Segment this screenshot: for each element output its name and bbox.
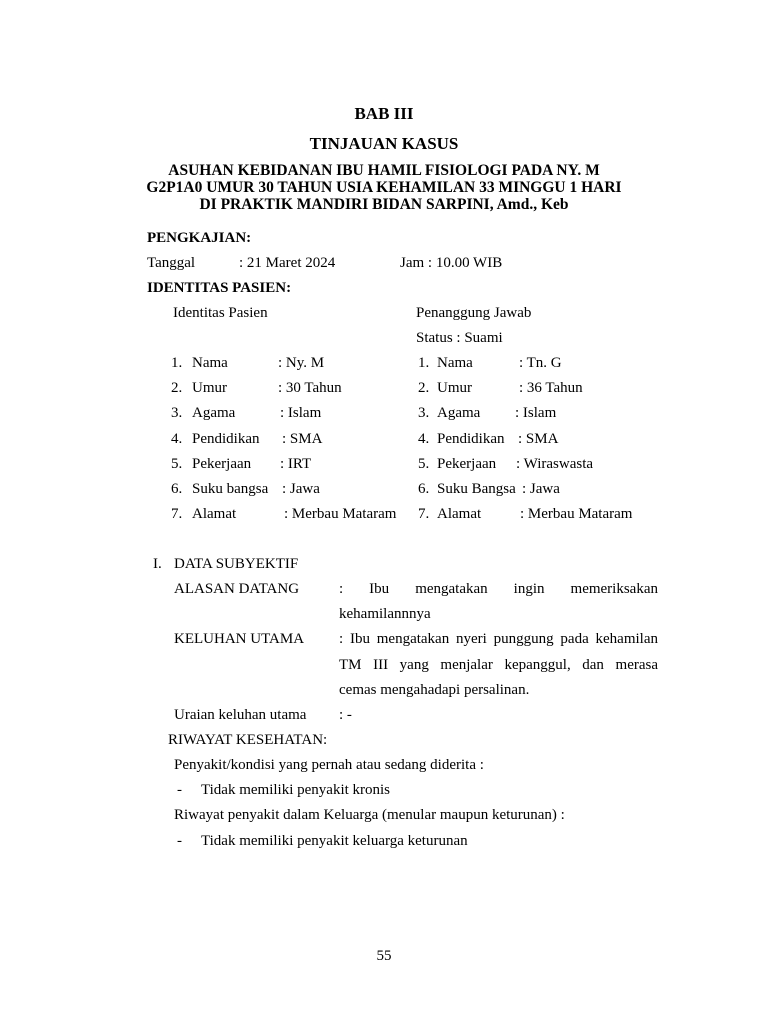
- field-value: : IRT: [280, 456, 312, 472]
- keluhan-utama-label: KELUHAN UTAMA: [174, 631, 305, 647]
- list-number: 5.: [171, 456, 183, 472]
- field-label: Suku bangsa: [192, 481, 269, 497]
- list-number: 3.: [171, 405, 183, 421]
- keluhan-utama-value-cont: cemas mengahadapi persalinan.: [339, 682, 530, 698]
- penanggung-status: Status : Suami: [416, 330, 503, 346]
- list-number: 5.: [418, 456, 430, 472]
- field-label: Nama: [437, 355, 473, 371]
- tanggal-label: Tanggal: [147, 255, 196, 271]
- field-label: Alamat: [192, 506, 237, 522]
- alasan-datang-value: : Ibu mengatakan ingin memeriksakan: [339, 581, 658, 597]
- riwayat-keluarga-label: Riwayat penyakit dalam Keluarga (menular maupun keturunan) :: [174, 807, 565, 823]
- subtitle-line: G2P1A0 UMUR 30 TAHUN USIA KEHAMILAN 33 MINGGU 1 HARI: [146, 179, 622, 196]
- penyakit-label: Penyakit/kondisi yang pernah atau sedang diderita :: [174, 757, 484, 773]
- field-value: : 30 Tahun: [278, 380, 342, 396]
- list-number: 6.: [171, 481, 183, 497]
- list-number: 2.: [418, 380, 430, 396]
- document-title: TINJAUAN KASUS: [309, 134, 459, 153]
- penanggung-jawab-header: Penanggung Jawab: [416, 305, 532, 321]
- field-value: : Islam: [515, 405, 557, 421]
- bullet-dash: -: [177, 833, 182, 849]
- list-number: 1.: [171, 355, 183, 371]
- keluhan-utama-value-cont: TM III yang menjalar kepanggul, dan merasa: [339, 657, 658, 673]
- list-number: 1.: [418, 355, 430, 371]
- field-value: : 36 Tahun: [519, 380, 583, 396]
- subtitle-line: DI PRAKTIK MANDIRI BIDAN SARPINI, Amd., Keb: [199, 196, 569, 213]
- list-number: 6.: [418, 481, 430, 497]
- field-value: : Islam: [280, 405, 322, 421]
- field-label: Nama: [192, 355, 228, 371]
- field-value: : SMA: [282, 431, 323, 447]
- page-number: 55: [376, 948, 392, 964]
- keluhan-utama-value: : Ibu mengatakan nyeri punggung pada kehamilan: [339, 631, 658, 647]
- field-label: Pendidikan: [437, 431, 505, 447]
- field-label: Alamat: [437, 506, 482, 522]
- riwayat-keluarga-item: Tidak memiliki penyakit keluarga keturunan: [201, 833, 468, 849]
- field-value: : Ny. M: [278, 355, 325, 371]
- field-label: Umur: [437, 380, 472, 396]
- field-value: : Wiraswasta: [516, 456, 594, 472]
- subtitle-line: ASUHAN KEBIDANAN IBU HAMIL FISIOLOGI PADA NY. M: [168, 162, 600, 179]
- field-value: : Merbau Mataram: [520, 506, 633, 522]
- field-value: : Tn. G: [519, 355, 562, 371]
- pengkajian-label: PENGKAJIAN:: [147, 230, 252, 246]
- field-label: Agama: [192, 405, 236, 421]
- identitas-pasien-label: IDENTITAS PASIEN:: [147, 280, 292, 296]
- field-label: Pekerjaan: [192, 456, 252, 472]
- list-number: 7.: [171, 506, 183, 522]
- penyakit-item: Tidak memiliki penyakit kronis: [201, 782, 391, 798]
- jam-value: Jam : 10.00 WIB: [400, 255, 503, 271]
- uraian-keluhan-label: Uraian keluhan utama: [174, 707, 307, 723]
- field-label: Umur: [192, 380, 227, 396]
- identitas-pasien-header: Identitas Pasien: [173, 305, 268, 321]
- field-label: Suku Bangsa: [437, 481, 516, 497]
- field-value: : Merbau Mataram: [284, 506, 397, 522]
- list-number: 4.: [171, 431, 183, 447]
- alasan-datang-value-cont: kehamilannnya: [339, 606, 431, 622]
- chapter-heading: BAB III: [354, 104, 414, 123]
- uraian-keluhan-value: : -: [339, 707, 352, 723]
- list-number: 2.: [171, 380, 183, 396]
- field-value: : Jawa: [282, 481, 320, 497]
- riwayat-kesehatan-title: RIWAYAT KESEHATAN:: [168, 732, 328, 748]
- field-value: : Jawa: [522, 481, 560, 497]
- list-number: 4.: [418, 431, 430, 447]
- field-label: Pekerjaan: [437, 456, 497, 472]
- section-title: DATA SUBYEKTIF: [174, 556, 299, 572]
- field-value: : SMA: [518, 431, 559, 447]
- alasan-datang-label: ALASAN DATANG: [174, 581, 300, 597]
- field-label: Agama: [437, 405, 481, 421]
- field-label: Pendidikan: [192, 431, 260, 447]
- tanggal-value: : 21 Maret 2024: [239, 255, 336, 271]
- bullet-dash: -: [177, 782, 182, 798]
- list-number: 7.: [418, 506, 430, 522]
- list-number: 3.: [418, 405, 430, 421]
- section-number: I.: [153, 556, 162, 572]
